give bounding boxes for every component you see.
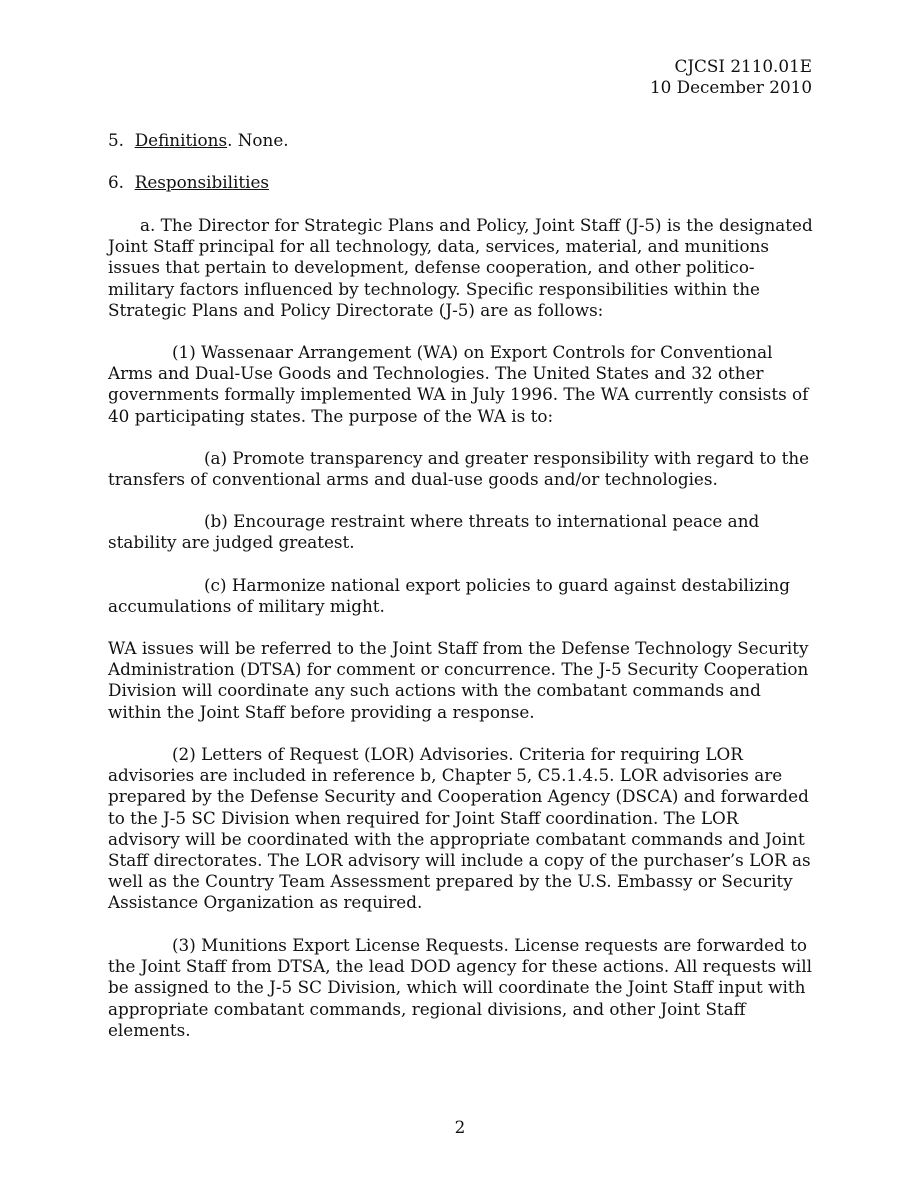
section-6-responsibilities	[108, 172, 814, 193]
paragraph-1a: (a) Promote transparency and greater responsibility with regard to the transfers of conventional arms and dual-use goods and/or technologies.	[108, 448, 810, 490]
section-5-number: 5.	[108, 130, 125, 150]
section-6-title: Responsibilities	[134, 172, 269, 192]
section-5-title: Definitions	[134, 130, 228, 150]
paragraph-1-wassenaar: (1) Wassenaar Arrangement (WA) on Export Controls for Conventional Arms and Dual-Use Goods and Technologies. The United States and 32 other governments formally implemented WA in July 1996. The WA currently consists of 40 participating states. The purpose of the WA is to:	[108, 342, 809, 426]
doc-date: 10 December 2010	[649, 77, 812, 98]
paragraph-1b: (b) Encourage restraint where threats to international peace and stability are judged greatest.	[108, 511, 760, 553]
document-header	[650, 56, 812, 98]
paragraph-1c: (c) Harmonize national export policies to guard against destabilizing accumulations of military might.	[108, 575, 790, 617]
doc-number: CJCSI 2110.01E	[674, 56, 812, 76]
page-number: 2	[454, 1117, 466, 1137]
paragraph-a: a. The Director for Strategic Plans and Policy, Joint Staff (J-5) is the designated Joint Staff principal for all technology, data, services, material, and munitions issues that pertain to development, defense cooperation, and other politico-military factors influenced by technology. Specific responsibilities within the Strategic Plans and Policy Directorate (J-5) are as follows:	[108, 215, 813, 320]
paragraph-2-lor: (2) Letters of Request (LOR) Advisories. Criteria for requiring LOR advisories are included in reference b, Chapter 5, C5.1.4.5. LOR advisories are prepared by the Defense Security and Cooperation Agency (DSCA) and forwarded to the J-5 SC Division when required for Joint Staff coordination. The LOR advisory will be coordinated with the appropriate combatant commands and Joint Staff directorates. The LOR advisory will include a copy of the purchaser’s LOR as well as the Country Team Assessment prepared by the U.S. Embassy or Security Assistance Organization as required.	[108, 744, 811, 913]
section-5-rest: . None.	[227, 130, 289, 150]
paragraph-3-munitions: (3) Munitions Export License Requests. License requests are forwarded to the Joint Staff from DTSA, the lead DOD agency for these actions. All requests will be assigned to the J-5 SC Division, which will coordinate the Joint Staff input with appropriate combatant commands, regional divisions, and other Joint Staff elements.	[108, 935, 812, 1040]
section-6-number: 6.	[108, 172, 125, 192]
section-5-definitions	[108, 130, 814, 151]
paragraph-wa-issues: WA issues will be referred to the Joint Staff from the Defense Technology Security Administration (DTSA) for comment or concurrence. The J-5 Security Cooperation Division will coordinate any such actions with the combatant commands and within the Joint Staff before providing a response.	[108, 638, 809, 722]
